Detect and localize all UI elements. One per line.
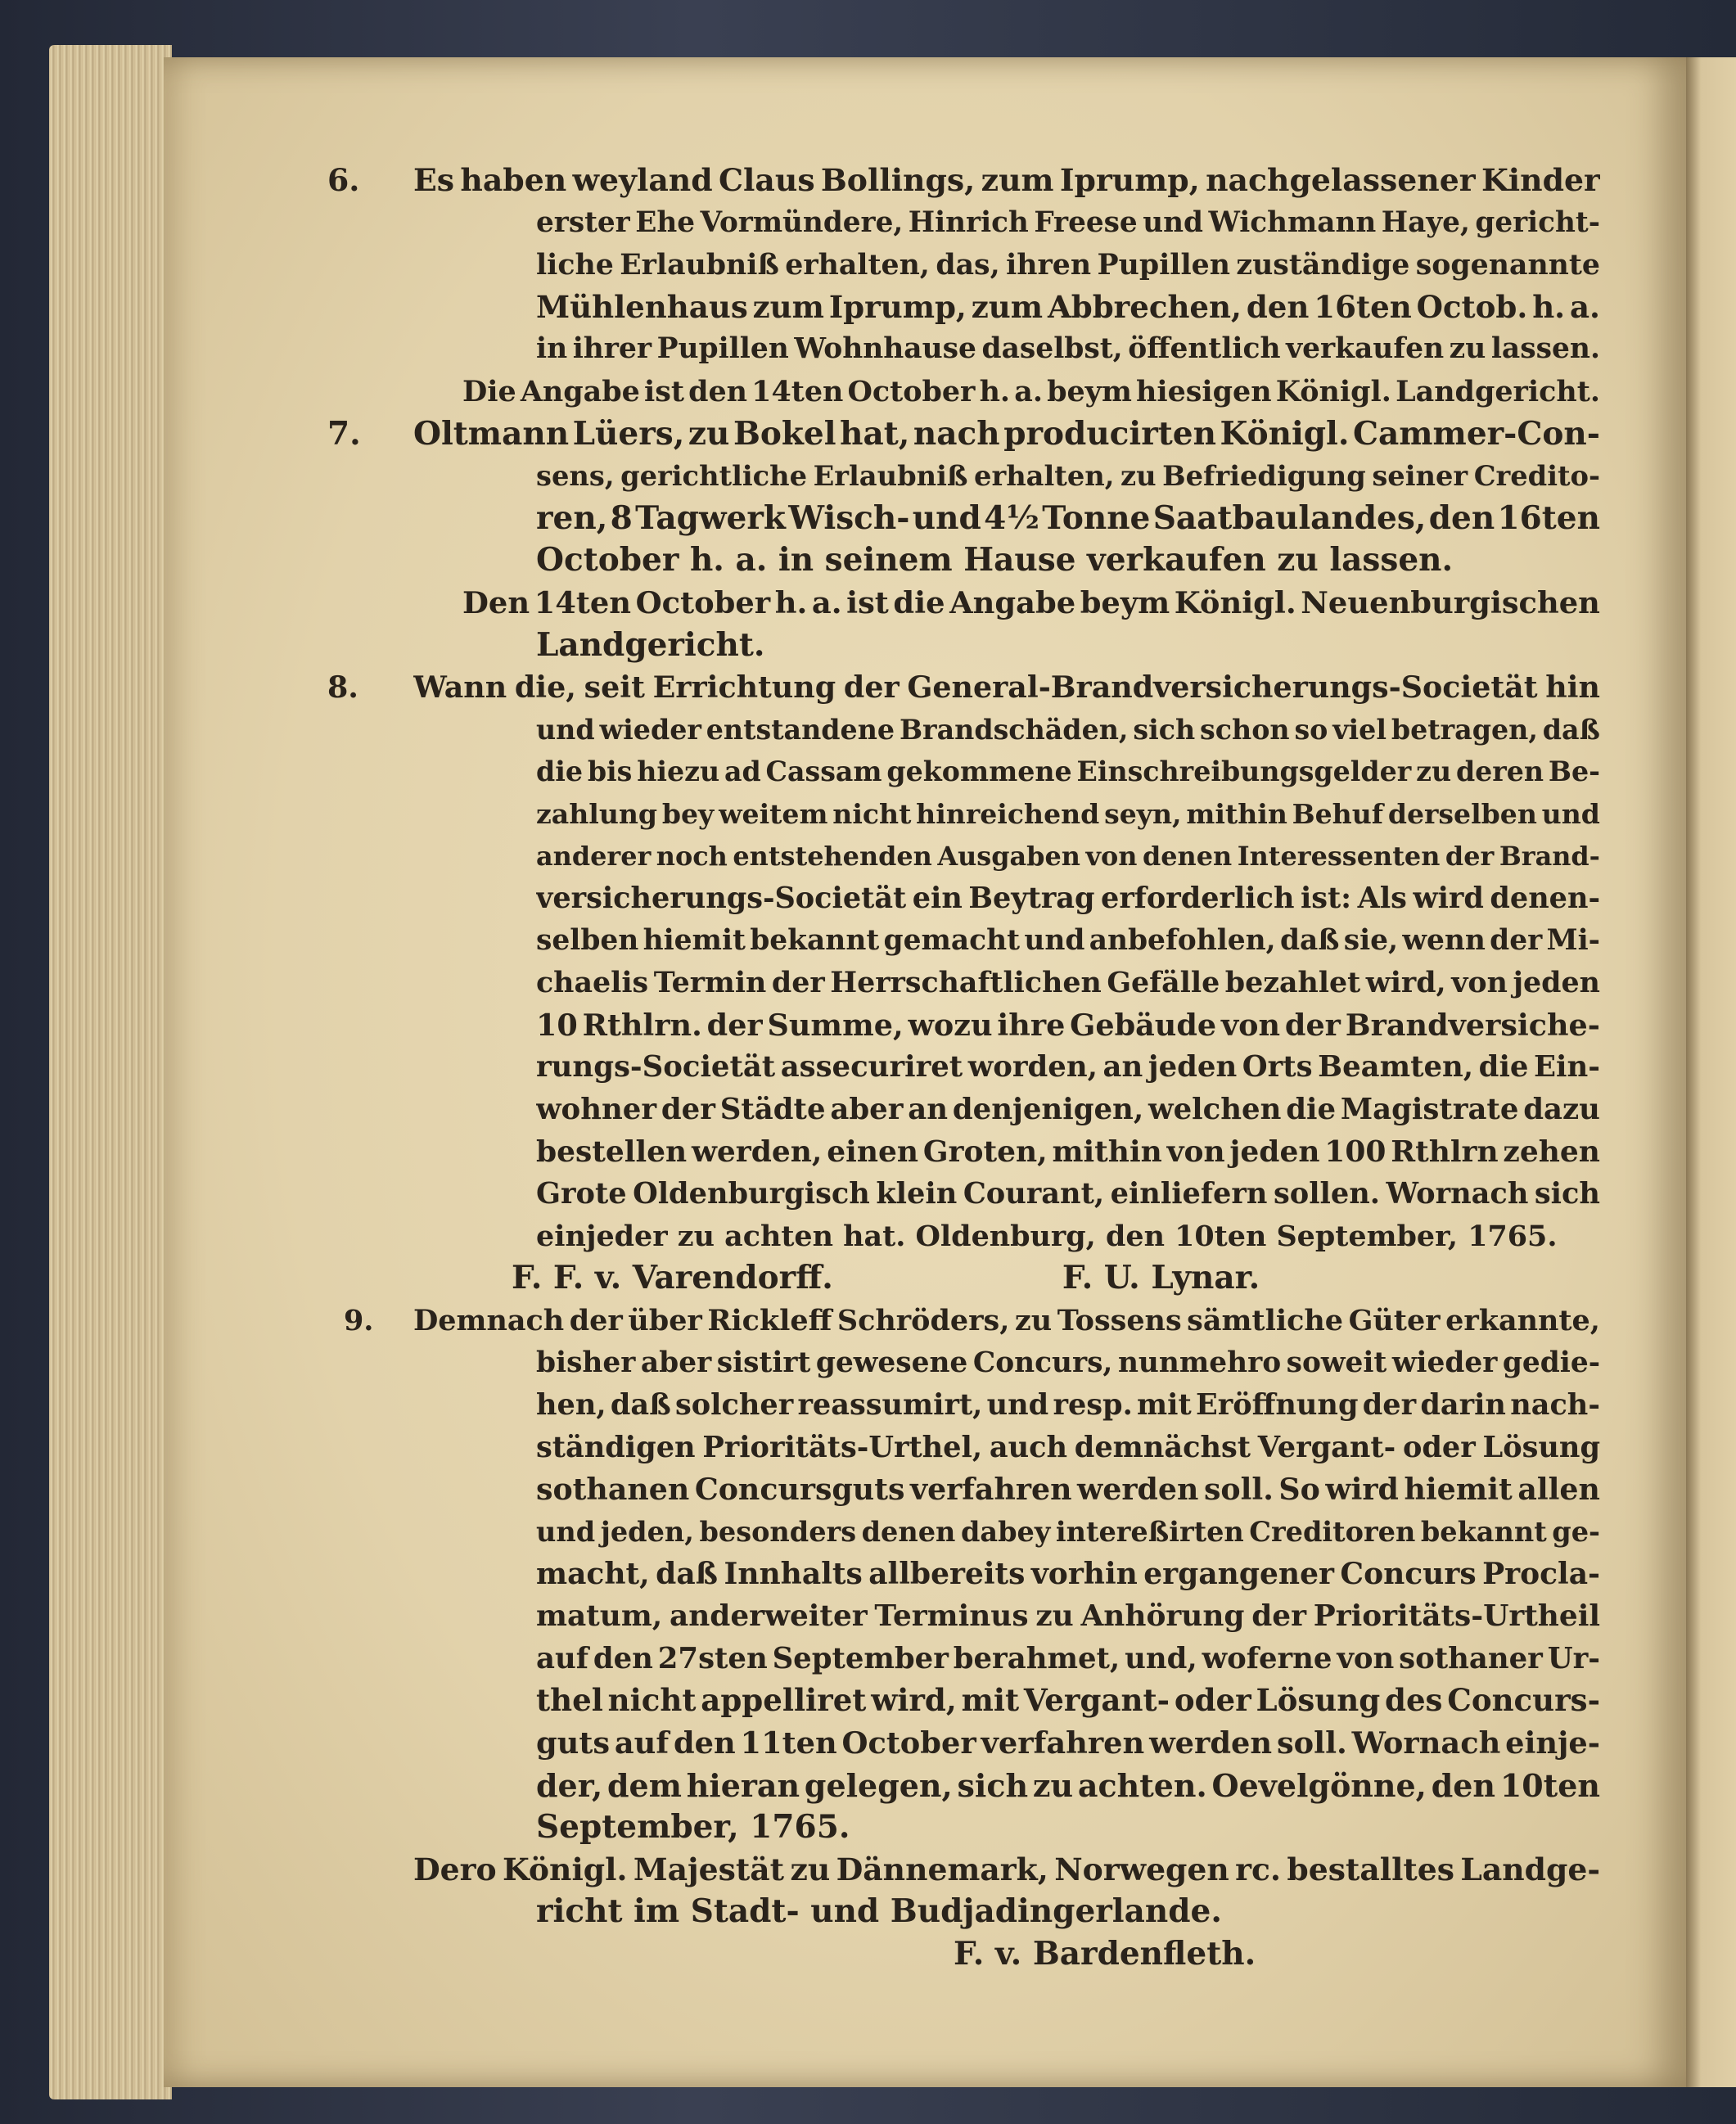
text-line: September, 1765. xyxy=(536,1808,850,1847)
text-line: sens, gerichtliche Erlaubniß erhalten, zu Befriedigung seiner Credito- xyxy=(536,459,1600,493)
text-line: selben hiemit bekannt gemacht und anbefohlen, daß sie, wenn der Mi- xyxy=(536,923,1600,957)
text-line: thel nicht appelliret wird, mit Vergant- oder Lösung des Concurs- xyxy=(536,1682,1600,1719)
closing-line: richt im Stadt- und Budjadingerlande. xyxy=(536,1892,1222,1931)
text-line: einjeder zu achten hat. Oldenburg, den 10ten September, 1765. xyxy=(536,1219,1558,1253)
notice-item-6: 6. Es haben weyland Claus Bollings, zum Iprump, nachgelassener Kinder erster Ehe Vormündere, Hinrich Freese und Wichmann Haye, gericht- liche Erlaubniß erhalten, das, ihren Pupillen zuständige sogenannte Mühlenhaus zum Iprump, zum Abbrechen, den 16ten Octob. h. a. in ihrer Pupillen Wohnhause daselbst, öffentlich verkaufen zu lassen. Die Angabe ist den 14ten October h. a. beym hiesigen Königl. Landgericht. xyxy=(413,160,1600,413)
registration-notice: Landgericht. xyxy=(536,625,765,664)
text-line: guts auf den 11ten October verfahren werden soll. Wornach einje- xyxy=(536,1725,1600,1761)
registration-notice: Den 14ten October h. a. ist die Angabe beym Königl. Neuenburgischen xyxy=(462,584,1600,620)
text-line: matum, anderweiter Terminus zu Anhörung der Prioritäts-Urtheil xyxy=(536,1599,1600,1634)
text-line: in ihrer Pupillen Wohnhause daselbst, öffentlich verkaufen zu lassen. xyxy=(536,332,1600,366)
text-line: liche Erlaubniß erhalten, das, ihren Pupillen zuständige sogenannte xyxy=(536,248,1600,282)
text-line: October h. a. in seinem Hause verkaufen zu lassen. xyxy=(536,541,1454,579)
text-line: rungs-Societät assecuriret worden, an jeden Orts Beamten, die Ein- xyxy=(536,1050,1600,1085)
text-line: hen, daß solcher reassumirt, und resp. mit Eröffnung der darin nach- xyxy=(536,1388,1600,1423)
book-page-edges xyxy=(49,45,172,2099)
text-line: Grote Oldenburgisch klein Courant, einliefern sollen. Wornach sich xyxy=(536,1177,1600,1211)
notice-item-8: 8. Wann die, seit Errichtung der General-Brandversicherungs-Societät hin und wieder entstandene Brandschäden, sich schon so viel betragen, daß die bis hiezu ad Cassam gekommene Einschreibungsgelder zu deren Be- zahlung bey weitem nicht hinreichend seyn, mithin Behuf derselben und anderer noch entstehenden Ausgaben von denen Interessenten der Brand- versicherungs-Societät ein Beytrag erforderlich ist: Als wird denen- selben hiemit bekannt gemacht und anbefohlen, daß sie, wenn der Mi- chaelis Termin der Herrschaftlichen Gefälle bezahlet wird, von jeden 10 Rthlrn. der Summe, wozu ihre Gebäude von der Brandversiche- rungs-Societät assecuriret worden, an jeden Orts Beamten, die Ein- wohner der Städte aber an denjenigen, welchen die Magistrate dazu bestellen werden, einen Groten, mithin von jeden 100 Rthlrn zehen Grote Oldenburgisch klein Courant, einliefern sollen. Wornach sich einjeder zu achten hat. Oldenburg, den 10ten September, 1765. F. F. v. Varendorff. F. U. Lynar. xyxy=(413,666,1600,1300)
text-line: sothanen Concursguts verfahren werden soll. So wird hiemit allen xyxy=(536,1472,1600,1508)
text-line: und jeden, besonders denen dabey intereßirten Creditoren bekannt ge- xyxy=(536,1516,1600,1548)
text-line: auf den 27sten September berahmet, und, woferne von sothaner Ur- xyxy=(536,1641,1600,1675)
closing-line: Dero Königl. Majestät zu Dännemark, Norwegen rc. bestalltes Landge- xyxy=(413,1851,1600,1887)
text-line: Mühlenhaus zum Iprump, zum Abbrechen, den 16ten Octob. h. a. xyxy=(536,288,1600,325)
text-line: versicherungs-Societät ein Beytrag erforderlich ist: Als wird denen- xyxy=(536,882,1600,916)
registration-notice: Die Angabe ist den 14ten October h. a. beym hiesigen Königl. Landgericht. xyxy=(462,374,1600,408)
text-line: Oltmann Lüers, zu Bokel hat, nach producirten Königl. Cammer-Con- xyxy=(413,414,1600,453)
notice-item-7: 7. Oltmann Lüers, zu Bokel hat, nach producirten Königl. Cammer-Con- sens, gerichtliche Erlaubniß erhalten, zu Befriedigung seiner Credito- ren, 8 Tagwerk Wisch- und 4½ Tonne Saatbaulandes, den 16ten October h. a. in seinem Hause verkaufen zu lassen. Den 14ten October h. a. ist die Angabe beym Königl. Neuenburgischen Landgericht. xyxy=(413,413,1600,667)
text-line: wohner der Städte aber an denjenigen, welchen die Magistrate dazu xyxy=(536,1093,1600,1127)
signature-lynar: F. U. Lynar. xyxy=(1062,1259,1260,1297)
text-line: Demnach der über Rickleff Schröders, zu Tossens sämtliche Güter erkannte, xyxy=(413,1304,1600,1338)
text-line: ren, 8 Tagwerk Wisch- und 4½ Tonne Saatbaulandes, den 16ten xyxy=(536,498,1600,537)
text-line: erster Ehe Vormündere, Hinrich Freese und Wichmann Haye, gericht- xyxy=(536,205,1600,239)
notice-item-9: 9. Demnach der über Rickleff Schröders, zu Tossens sämtliche Güter erkannte, bisher aber sistirt gewesene Concurs, nunmehro soweit wieder gedie- hen, daß solcher reassumirt, und resp. mit Eröffnung der darin nach- ständigen Prioritäts-Urthel, auch demnächst Vergant- oder Lösung sothanen Concursguts verfahren werden soll. So wird hiemit allen und jeden, besonders denen dabey intereßirten Creditoren bekannt ge- macht, daß Innhalts allbereits vorhin ergangener Concurs Procla- matum, anderweiter Terminus zu Anhörung der Prioritäts-Urtheil auf den 27sten September berahmet, und, woferne von sothaner Ur- thel nicht appelliret wird, mit Vergant- oder Lösung des Concurs- guts auf den 11ten October verfahren werden soll. Wornach einje- der, dem hieran gelegen, sich zu achten. Oevelgönne, den 10ten September, 1765. Dero Königl. Majestät zu Dännemark, Norwegen rc. bestalltes Landge- richt im Stadt- und Budjadingerlande. F. v. Bardenfleth. xyxy=(413,1300,1600,1976)
document-body xyxy=(327,160,1600,1976)
facing-page-edge xyxy=(1686,57,1736,2087)
text-line: Wann die, seit Errichtung der General-Brandversicherungs-Societät hin xyxy=(413,670,1600,706)
text-line: bestellen werden, einen Groten, mithin von jeden 100 Rthlrn zehen xyxy=(536,1134,1600,1169)
text-line: ständigen Prioritäts-Urthel, auch demnächst Vergant- oder Lösung xyxy=(536,1430,1600,1464)
text-line: zahlung bey weitem nicht hinreichend seyn, mithin Behuf derselben und xyxy=(536,797,1600,830)
text-line: der, dem hieran gelegen, sich zu achten. Oevelgönne, den 10ten xyxy=(536,1766,1600,1804)
text-line: Es haben weyland Claus Bollings, zum Iprump, nachgelassener Kinder xyxy=(413,162,1600,198)
text-line: anderer noch entstehenden Ausgaben von denen Interessenten der Brand- xyxy=(536,840,1600,872)
text-line: 10 Rthlrn. der Summe, wozu ihre Gebäude von der Brandversiche- xyxy=(536,1007,1600,1043)
signature-varendorff: F. F. v. Varendorff. xyxy=(512,1259,833,1297)
signature-bardenfleth: F. v. Bardenfleth. xyxy=(954,1934,1256,1973)
text-line: macht, daß Innhalts allbereits vorhin ergangener Concurs Procla- xyxy=(536,1556,1600,1591)
text-line: bisher aber sistirt gewesene Concurs, nunmehro soweit wieder gedie- xyxy=(536,1346,1600,1379)
text-line: die bis hiezu ad Cassam gekommene Einschreibungsgelder zu deren Be- xyxy=(536,755,1600,788)
text-line: chaelis Termin der Herrschaftlichen Gefälle bezahlet wird, von jeden xyxy=(536,966,1600,1000)
text-line: und wieder entstandene Brandschäden, sich schon so viel betragen, daß xyxy=(536,713,1600,746)
